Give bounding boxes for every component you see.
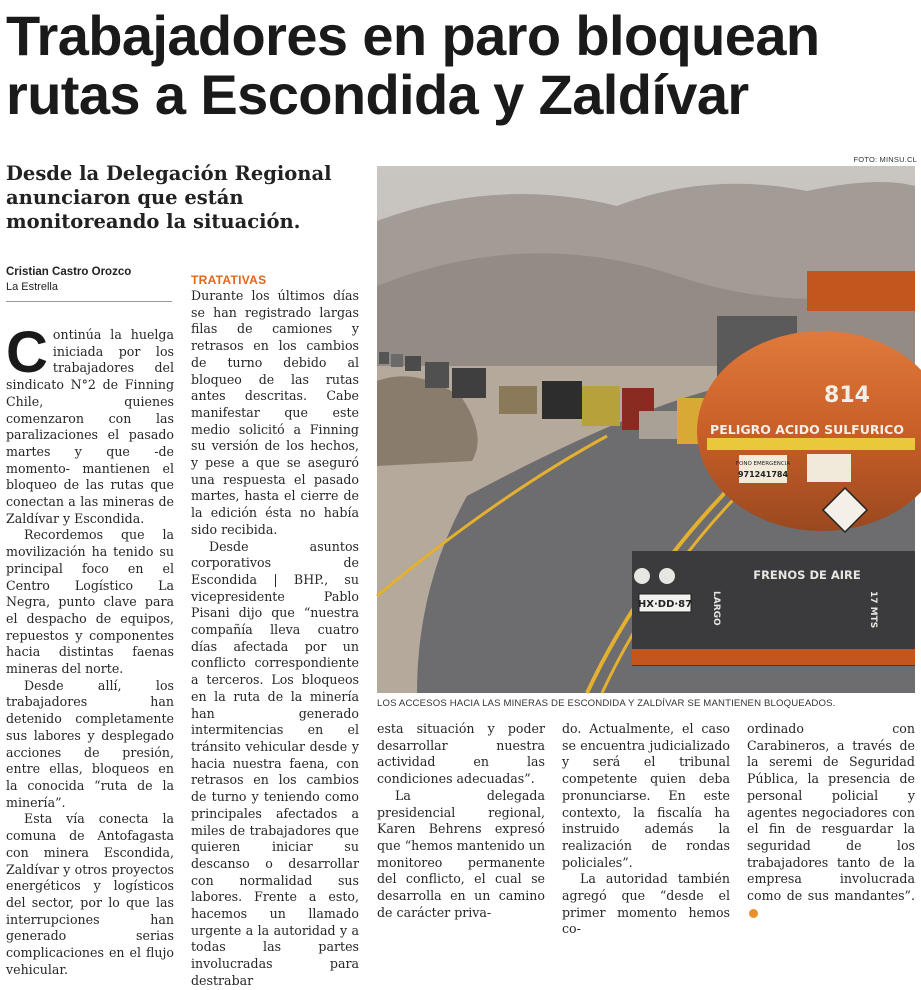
tail-light [634,568,650,584]
byline-author: Cristian Castro Orozco [6,266,132,278]
news-photo [377,166,915,693]
tanker-ladder [807,271,915,311]
photo-caption: LOS ACCESOS HACIA LAS MINERAS DE ESCONDIDA Y ZALDÍVAR SE MANTIENEN BLOQUEADOS. [377,698,836,709]
end-mark-icon [749,909,758,918]
side-label-left: LARGO [711,591,721,626]
photo-credit: FOTO: MINSU.CL [853,155,917,164]
tanker-bumper [632,649,915,665]
article-paragraph: La delegada presidencial regional, Karen Behrens expresó que “hemos mantenido un monitoreo permanente del conflicto, el cual se desarrolla en un camino de carácter priva- [377,787,545,920]
subhead: Desde la Delegación Regional anunciaron que están monitoreando la situación. [6,162,332,233]
section-title: TRATATIVAS [191,273,267,287]
article-column-3 [377,721,545,922]
article-paragraph: esta situación y poder desarrollar nuestra actividad en las condiciones adecuadas”. [377,721,545,787]
article-paragraph: ontinúa la huelga iniciada por los trabajadores del sindicato N°2 de Finning Chile, quienes comenzaron con las paralizaciones el pasado martes y que -de momento- mantienen el bloqueo de las rutas que conectan a las mineras de Zaldívar y Escondida. [6,327,174,526]
tank-label: PELIGRO ACIDO SULFURICO [710,422,904,437]
side-label-right: 17 MTS [868,591,878,629]
byline [6,265,172,302]
byline-publication: La Estrella [6,280,58,293]
article-paragraph: Desde allí, los trabajadores han detenido completamente sus labores y desplegado acciones de presión, entre ellas, bloqueos en la conocida “ruta de la minería”. [6,677,174,810]
headline: Trabajadores en paro bloquean rutas a Escondida y Zaldívar [6,4,820,127]
article-paragraph: do. Actualmente, el caso se encuentra judicializado y será el tribunal competente quien deba pronunciarse. En este contexto, la fiscalía ha instruido además la realización de rondas policiales”. [562,721,730,870]
drop-cap: C [6,320,48,385]
tanker-diamond-bg [807,454,851,482]
tail-light [659,568,675,584]
article-paragraph: Recordemos que la movilización ha tenido su principal foco en el Centro Logístico La Negra, punto clave para el despacho de equipos, repuestos y componentes hacia distintas faenas mineras del norte. [6,527,174,677]
article-column-1 [6,320,174,977]
truck-number: 814 [824,383,870,408]
brake-label: FRENOS DE AIRE [753,568,861,582]
article-paragraph: Durante los últimos días se han registrado largas filas de camiones y retrasos en los cambios de turno debido al bloqueo de las rutas antes descritas. Cabe manifestar que este medio solicitó a Finning su versión de los hechos, y pese a que se aseguró una respuesta el pasado martes, hasta el cierre de la edición ésta no había sido recibida. [191,288,359,537]
article-column-2 [191,272,359,988]
article-paragraph: La autoridad también agregó que “desde el primer momento hemos co- [562,871,730,937]
article-column-4 [562,721,730,937]
emergency-phone: 971241784 [737,470,789,479]
article-paragraph: Desde asuntos corporativos de Escondida | BHP., su vicepresidente Pablo Pisani dijo que “nuestra compañía lleva cuatro días afectada por un conflicto correspondiente a terceros. Los bloqueos en la ruta de la minería han generado intermitencias en el tránsito vehicular desde y hacia nuestra faena, con retrasos en los cambios de turno y teniendo como principales afectados a miles de trabajadores que quieren iniciar su descanso o desarrollar con normalidad sus labores. Frente a esto, hacemos un llamado urgente a la autoridad y a todas las partes involucradas para destrabar [191,538,359,988]
tanker-hazard-stripe [707,438,915,450]
emergency-label: FONO EMERGENCIA [735,461,791,467]
license-plate-text: HX·DD·87 [637,599,693,610]
article-paragraph-text: ordinado con Carabineros, a través de la seremi de Seguridad Pública, la presencia de personal policial y agentes negociadores con el fin de resguardar la seguridad de los trabajadores tanto de la empresa involucrada como de sus mandantes”. [747,721,915,904]
article-paragraph [747,721,915,921]
article-paragraph: Esta vía conecta la comuna de Antofagasta con minera Escondida, Zaldívar y otros proyectos energéticos y logísticos del sector, por lo que las interrupciones han generado serias complicaciones en el flujo vehicular. [6,811,174,977]
article-column-5 [747,721,915,922]
